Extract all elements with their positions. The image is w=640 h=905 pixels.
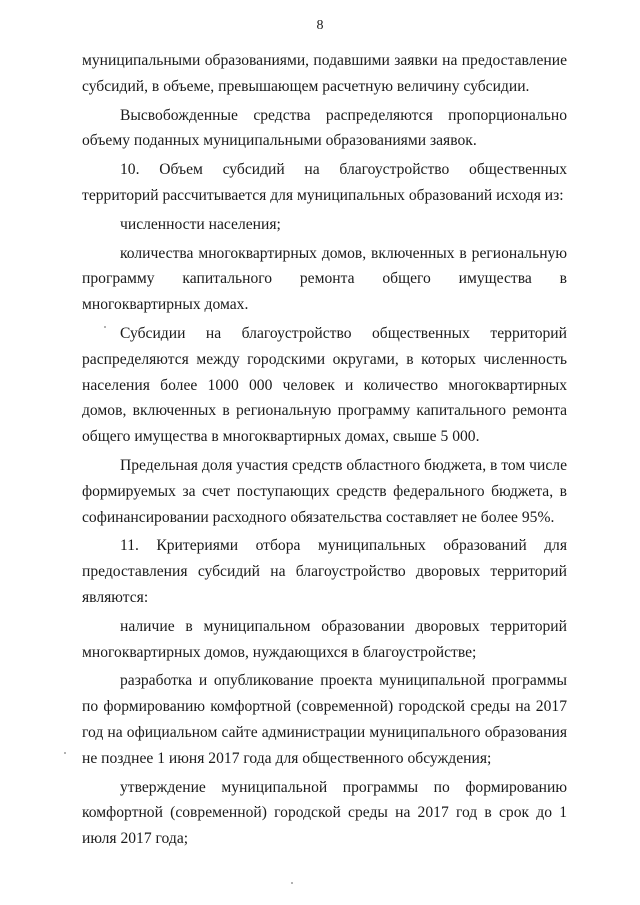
paragraph: Предельная доля участия средств областного бюджета, в том числе формируемых за счет поступающих средств федерального бюджета, в софинансировании расходного обязательства составляет не более 95%. [82, 456, 567, 526]
paragraph: Высвобожденные средства распределяются пропорционально объему поданных муниципальными образованиями заявок. [82, 106, 567, 150]
document-body [82, 48, 567, 855]
paragraph: 10. Объем субсидий на благоустройство общественных территорий рассчитывается для муниципальных образований исходя из: [82, 161, 567, 204]
paragraph: численности населения; [120, 215, 281, 233]
scan-speck [64, 752, 66, 754]
scan-speck [291, 882, 293, 884]
page-number: 8 [316, 18, 324, 33]
paragraph: утверждение муниципальной программы по формированию комфортной (современной) городской среды на 2017 год в срок до 1 июля 2017 года; [82, 778, 567, 848]
scan-speck [104, 326, 106, 328]
paragraph: 11. Критериями отбора муниципальных образований для предоставления субсидий на благоустройство дворовых территорий являются: [82, 537, 567, 606]
paragraph: наличие в муниципальном образовании дворовых территорий многоквартирных домов, нуждающихся в благоустройстве; [82, 617, 567, 661]
paragraph: разработка и опубликование проекта муниципальной программы по формированию комфортной (современной) городской среды на 2017 год на официальном сайте администрации муниципального образования не позднее 1 июня 2017 года для общественного обсуждения; [82, 672, 567, 767]
paragraph: муниципальными образованиями, подавшими заявки на предоставление субсидий, в объеме, превышающем расчетную величину субсидии. [82, 52, 567, 95]
paragraph: Субсидии на благоустройство общественных территорий распределяются между городскими округами, в которых численность населения более 1000 000 человек и количество многоквартирных домов, включенных в региональную программу капитального ремонта общего имущества в многоквартирных домах, свыше 5 000. [82, 324, 567, 446]
paragraph: количества многоквартирных домов, включенных в региональную программу капитального ремонта общего имущества в многоквартирных домах. [82, 244, 567, 314]
